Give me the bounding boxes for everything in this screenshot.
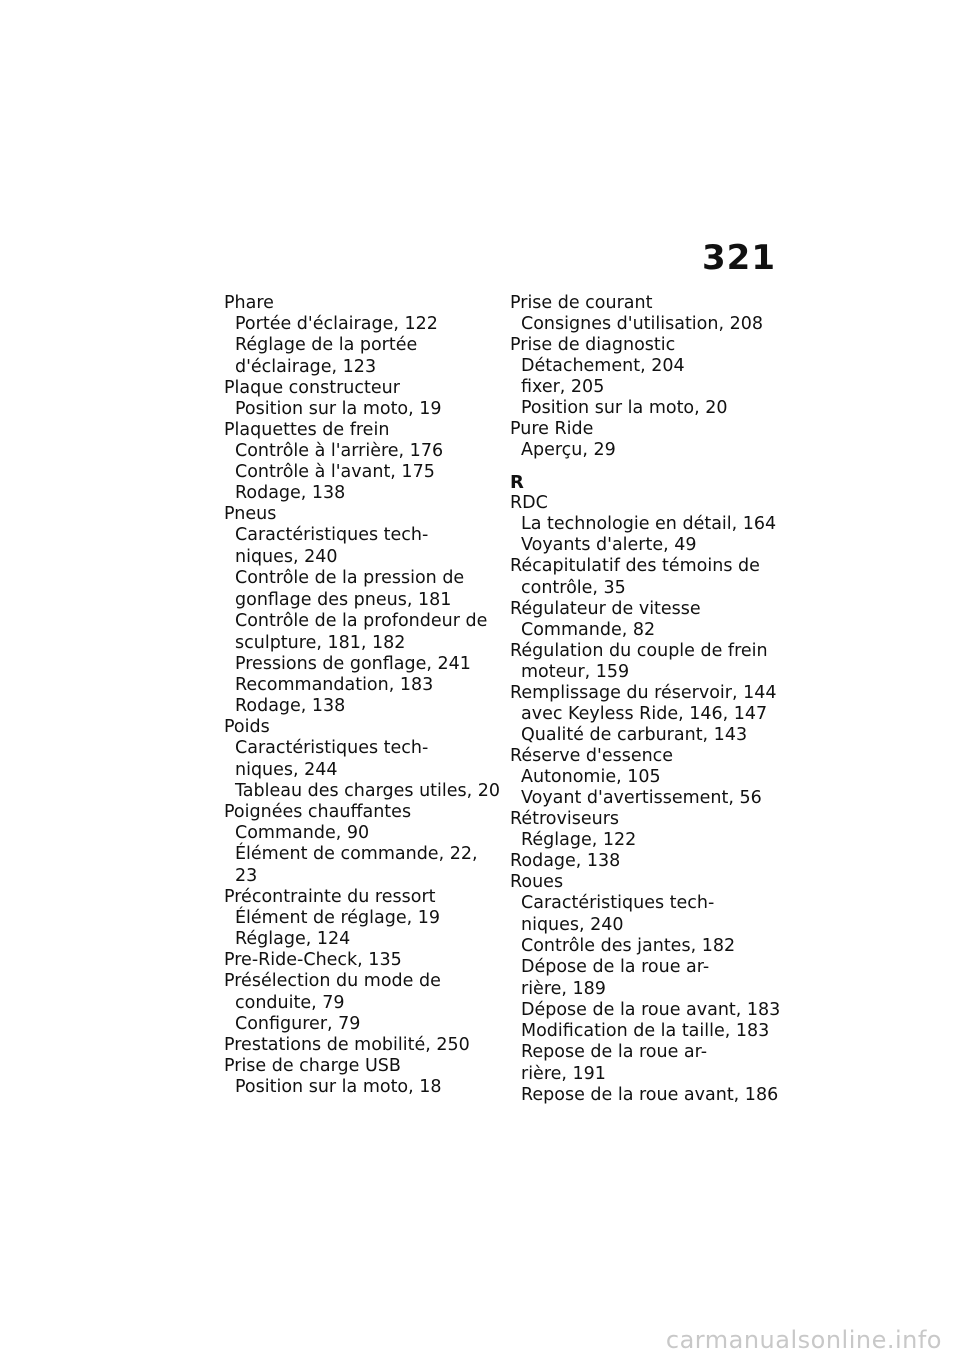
index-subentry: Caractéristiques tech- bbox=[235, 738, 429, 758]
index-subentry: fixer, 205 bbox=[521, 377, 605, 397]
index-entry: Régulateur de vitesse bbox=[510, 599, 701, 619]
index-subentry: 23 bbox=[235, 866, 258, 886]
index-subentry: rière, 189 bbox=[521, 979, 606, 999]
index-entry: Plaque constructeur bbox=[224, 378, 400, 398]
index-subentry: Contrôle de la profondeur de bbox=[235, 611, 488, 631]
index-entry: Rétroviseurs bbox=[510, 809, 620, 829]
index-subentry: Rodage, 138 bbox=[235, 483, 346, 503]
index-column-left bbox=[224, 293, 499, 1098]
index-entry: Réserve d'essence bbox=[510, 746, 674, 766]
index-subentry: Tableau des charges utiles, 20 bbox=[235, 781, 501, 801]
index-subentry: avec Keyless Ride, 146, 147 bbox=[521, 704, 768, 724]
index-subentry: d'éclairage, 123 bbox=[235, 357, 377, 377]
index-subentry: Recommandation, 183 bbox=[235, 675, 434, 695]
index-subentry: niques, 244 bbox=[235, 760, 338, 780]
index-entry: Régulation du couple de frein bbox=[510, 641, 768, 661]
index-subentry: moteur, 159 bbox=[521, 662, 630, 682]
index-subentry: Pressions de gonflage, 241 bbox=[235, 654, 471, 674]
index-entry: Rodage, 138 bbox=[510, 851, 621, 871]
index-subentry: Voyants d'alerte, 49 bbox=[521, 535, 697, 555]
index-subentry: Repose de la roue avant, 186 bbox=[521, 1085, 779, 1105]
index-subentry: Réglage, 124 bbox=[235, 929, 351, 949]
index-subentry: Contrôle à l'avant, 175 bbox=[235, 462, 435, 482]
index-entry: Prise de courant bbox=[510, 293, 653, 313]
index-subentry: Aperçu, 29 bbox=[521, 440, 616, 460]
index-subentry: contrôle, 35 bbox=[521, 578, 626, 598]
index-column-right bbox=[510, 293, 785, 1106]
index-subentry: Dépose de la roue avant, 183 bbox=[521, 1000, 781, 1020]
index-entry: Phare bbox=[224, 293, 274, 313]
index-entry: Récapitulatif des témoins de bbox=[510, 556, 760, 576]
index-entry: Précontrainte du ressort bbox=[224, 887, 436, 907]
index-subentry: Caractéristiques tech- bbox=[235, 525, 429, 545]
index-subentry: Réglage, 122 bbox=[521, 830, 637, 850]
index-entry: RDC bbox=[510, 493, 548, 513]
index-subentry: Contrôle de la pression de bbox=[235, 568, 465, 588]
index-subentry: Voyant d'avertissement, 56 bbox=[521, 788, 762, 808]
index-subentry: conduite, 79 bbox=[235, 993, 345, 1013]
index-entry: Pneus bbox=[224, 504, 277, 524]
index-subentry: Commande, 82 bbox=[521, 620, 656, 640]
page-number: 321 bbox=[702, 238, 776, 278]
index-entry: Poids bbox=[224, 717, 270, 737]
index-entry: Poignées chauffantes bbox=[224, 802, 412, 822]
index-entry: Prise de charge USB bbox=[224, 1056, 401, 1076]
index-subentry: Configurer, 79 bbox=[235, 1014, 361, 1034]
index-letter-heading: R bbox=[510, 472, 524, 493]
index-entry: Présélection du mode de bbox=[224, 971, 441, 991]
index-subentry: Commande, 90 bbox=[235, 823, 370, 843]
index-subentry: Position sur la moto, 20 bbox=[521, 398, 728, 418]
index-subentry: Réglage de la portée bbox=[235, 335, 418, 355]
index-subentry: Contrôle à l'arrière, 176 bbox=[235, 441, 444, 461]
index-entry: Roues bbox=[510, 872, 564, 892]
index-subentry: Rodage, 138 bbox=[235, 696, 346, 716]
index-subentry: niques, 240 bbox=[521, 915, 624, 935]
index-entry: Pre-Ride-Check, 135 bbox=[224, 950, 402, 970]
index-entry: Remplissage du réservoir, 144 bbox=[510, 683, 777, 703]
index-subentry: niques, 240 bbox=[235, 547, 338, 567]
index-entry: Plaquettes de frein bbox=[224, 420, 390, 440]
index-subentry: Dépose de la roue ar- bbox=[521, 957, 710, 977]
index-subentry: Repose de la roue ar- bbox=[521, 1042, 708, 1062]
index-subentry: Contrôle des jantes, 182 bbox=[521, 936, 736, 956]
index-subentry: Qualité de carburant, 143 bbox=[521, 725, 748, 745]
index-subentry: Autonomie, 105 bbox=[521, 767, 661, 787]
index-subentry: sculpture, 181, 182 bbox=[235, 633, 406, 653]
index-subentry: Modification de la taille, 183 bbox=[521, 1021, 770, 1041]
index-subentry: Détachement, 204 bbox=[521, 356, 685, 376]
index-subentry: Élément de commande, 22, bbox=[235, 844, 478, 864]
index-subentry: La technologie en détail, 164 bbox=[521, 514, 777, 534]
index-entry: Prise de diagnostic bbox=[510, 335, 676, 355]
index-subentry: Élément de réglage, 19 bbox=[235, 908, 440, 928]
index-subentry: Position sur la moto, 19 bbox=[235, 399, 442, 419]
index-subentry: Consignes d'utilisation, 208 bbox=[521, 314, 763, 334]
index-subentry: Position sur la moto, 18 bbox=[235, 1077, 442, 1097]
watermark: carmanualsonline.info bbox=[665, 1326, 942, 1354]
index-entry: Pure Ride bbox=[510, 419, 594, 439]
index-entry: Prestations de mobilité, 250 bbox=[224, 1035, 470, 1055]
index-subentry: Caractéristiques tech- bbox=[521, 893, 715, 913]
index-subentry: gonflage des pneus, 181 bbox=[235, 590, 452, 610]
index-subentry: Portée d'éclairage, 122 bbox=[235, 314, 438, 334]
index-subentry: rière, 191 bbox=[521, 1064, 606, 1084]
